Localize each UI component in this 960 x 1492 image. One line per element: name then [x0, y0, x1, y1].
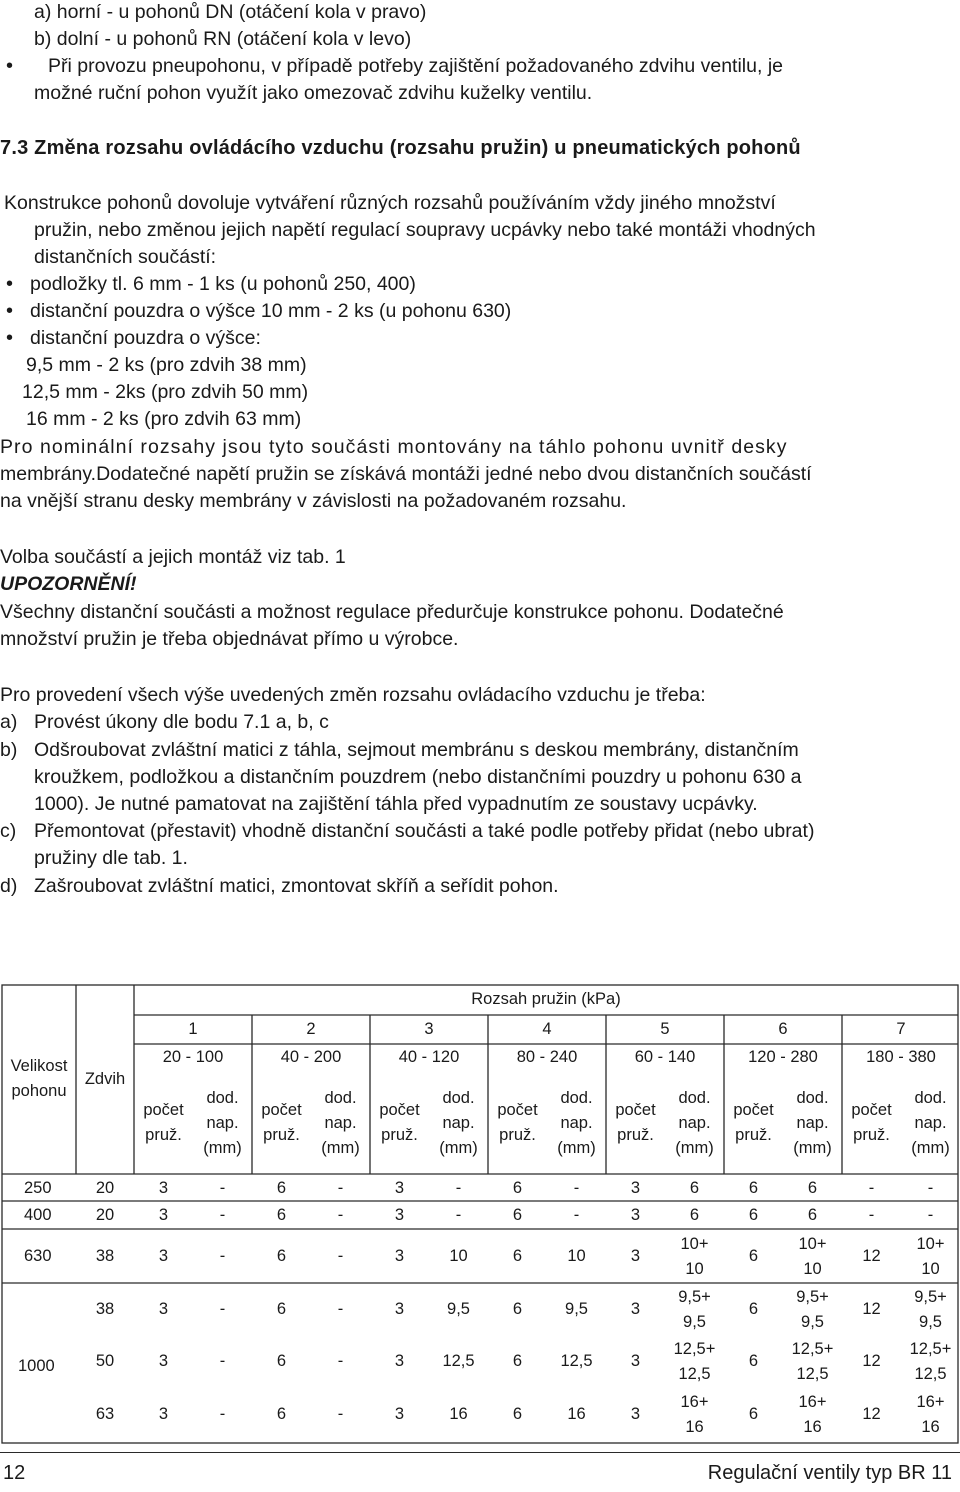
- cell-value: 3: [158, 1405, 169, 1423]
- subheader-dod: dod.: [206, 1089, 239, 1107]
- cell-stroke: 38: [95, 1300, 115, 1318]
- cell-value: 10: [449, 1247, 468, 1265]
- subheader-dod: nap.: [678, 1114, 711, 1132]
- cell-value: 6: [512, 1178, 523, 1197]
- subheader-pocet: počet: [733, 1101, 774, 1119]
- bullet-icon: •: [6, 327, 14, 349]
- subheader-pocet: počet: [379, 1101, 420, 1119]
- cell-value: 6: [276, 1352, 287, 1370]
- subheader-pocet: pruž.: [617, 1126, 654, 1144]
- subheader-dod: dod.: [324, 1089, 357, 1107]
- bullet-item: distanční pouzdra o výšce:: [30, 327, 261, 349]
- step-text: Přemontovat (přestavit) vhodně distanční součásti a také podle potřeby přidat (nebo ubrat): [34, 820, 815, 842]
- subheader-dod: nap.: [914, 1114, 947, 1132]
- cell-value: 10+: [798, 1235, 827, 1253]
- range-number: 1: [188, 1020, 198, 1038]
- paragraph-line: na vnější stranu desky membrány v závislosti na požadovaném rozsahu.: [0, 490, 627, 512]
- subheader-dod: (mm): [321, 1139, 360, 1157]
- cell-value: 3: [158, 1352, 169, 1370]
- subheader-dod: nap.: [796, 1114, 829, 1132]
- cell-value: 6: [512, 1206, 523, 1224]
- cell-value: 3: [158, 1247, 169, 1265]
- range-number: 4: [542, 1020, 552, 1038]
- cell-value: 9,5+: [678, 1288, 711, 1306]
- step-text: kroužkem, podložkou a distančním pouzdrem (nebo distančními pouzdry u pohonu 630 a: [34, 766, 802, 788]
- cell-stroke: 20: [95, 1178, 115, 1197]
- cell-value: 9,5: [683, 1313, 706, 1331]
- cell-value: 16: [685, 1418, 704, 1436]
- subheader-dod: dod.: [560, 1089, 593, 1107]
- cell-stroke: 38: [95, 1247, 115, 1265]
- range-number: 5: [660, 1020, 670, 1038]
- cell-value: 3: [158, 1178, 169, 1197]
- cell-value: 16: [803, 1418, 822, 1436]
- cell-value: 12,5+: [909, 1340, 952, 1358]
- subheader-dod: (mm): [557, 1139, 596, 1157]
- cell-value: 10+: [916, 1235, 945, 1253]
- cell-value: 16+: [680, 1393, 709, 1411]
- subheader-pocet: pruž.: [145, 1126, 182, 1144]
- cell-value: 12,5: [442, 1352, 475, 1370]
- cell-value: -: [219, 1247, 226, 1265]
- step-text: pružiny dle tab. 1.: [34, 847, 188, 869]
- cell-value: 10: [921, 1260, 940, 1278]
- cell-value: 16: [449, 1405, 468, 1423]
- cell-value: 12: [862, 1405, 881, 1423]
- cell-value: 10: [803, 1260, 822, 1278]
- list-line-a: a) horní - u pohonů DN (otáčení kola v pravo): [34, 1, 427, 23]
- table-group-header: Rozsah pružin (kPa): [471, 990, 621, 1008]
- cell-size: 1000: [18, 1357, 55, 1375]
- subheader-pocet: pruž.: [263, 1126, 300, 1144]
- subheader-pocet: počet: [143, 1101, 184, 1119]
- cell-value: 6: [748, 1352, 759, 1370]
- cell-size: 400: [24, 1206, 52, 1224]
- page-number: 12: [3, 1462, 26, 1484]
- cell-value: 6: [748, 1178, 759, 1197]
- cell-value: -: [219, 1405, 226, 1423]
- cell-value: -: [573, 1206, 580, 1224]
- subheader-dod: dod.: [796, 1089, 829, 1107]
- cell-value: 12,5+: [673, 1340, 716, 1358]
- cell-value: -: [219, 1300, 226, 1318]
- subheader-pocet: pruž.: [735, 1126, 772, 1144]
- subheader-dod: nap.: [560, 1114, 593, 1132]
- paragraph-line: Pro nominální rozsahy jsou tyto součásti montovány na táhlo pohonu uvnitř desky: [0, 436, 788, 458]
- cell-value: -: [337, 1178, 344, 1197]
- cell-value: -: [337, 1300, 344, 1318]
- range-number: 7: [896, 1020, 906, 1038]
- footer-title: Regulační ventily typ BR 11: [707, 1462, 952, 1484]
- cell-value: 6: [748, 1247, 759, 1265]
- column-header-size: pohonu: [11, 1082, 67, 1100]
- subheader-dod: dod.: [678, 1089, 711, 1107]
- range-number: 6: [778, 1020, 788, 1038]
- cell-value: -: [455, 1178, 462, 1197]
- paragraph-line: membrány.Dodatečné napětí pružin se získává montáži jedné nebo dvou distančních součástí: [0, 463, 812, 485]
- bullet-item: podložky tl. 6 mm - 1 ks (u pohonů 250, 400): [30, 273, 416, 295]
- cell-value: 6: [689, 1178, 700, 1197]
- cell-value: 9,5+: [914, 1288, 947, 1306]
- cell-value: 3: [394, 1206, 405, 1224]
- paragraph-line: distančních součástí:: [34, 246, 217, 268]
- bullet-item: distanční pouzdra o výšce 10 mm - 2 ks (u pohonu 630): [30, 300, 512, 322]
- step-label: a): [0, 711, 18, 733]
- cell-value: 9,5: [565, 1300, 588, 1318]
- bullet-icon: •: [6, 300, 14, 322]
- cell-value: 3: [630, 1352, 641, 1370]
- step-label: c): [0, 820, 17, 842]
- range-value: 120 - 280: [748, 1048, 818, 1066]
- cell-value: -: [337, 1352, 344, 1370]
- subheader-pocet: pruž.: [381, 1126, 418, 1144]
- cell-value: 16: [921, 1418, 940, 1436]
- step-text: 1000). Je nutné pamatovat na zajištění táhla před vypadnutím ze soustavy ucpávky.: [34, 793, 758, 815]
- subheader-dod: dod.: [914, 1089, 947, 1107]
- cell-value: 3: [630, 1247, 641, 1265]
- cell-value: 3: [630, 1405, 641, 1423]
- cell-value: 6: [276, 1178, 287, 1197]
- cell-size: 250: [24, 1178, 52, 1197]
- subheader-pocet: pruž.: [853, 1126, 890, 1144]
- step-label: d): [0, 875, 18, 897]
- cell-value: 6: [276, 1405, 287, 1423]
- step-label: b): [0, 739, 18, 761]
- footer-divider: [0, 1452, 960, 1453]
- cell-value: 6: [807, 1206, 818, 1224]
- cell-value: 16+: [798, 1393, 827, 1411]
- subheader-pocet: pruž.: [499, 1126, 536, 1144]
- cell-value: 12: [862, 1352, 881, 1370]
- range-value: 180 - 380: [866, 1048, 936, 1066]
- subheader-dod: (mm): [793, 1139, 832, 1157]
- cell-value: 12: [862, 1247, 881, 1265]
- paragraph-line: možné ruční pohon využít jako omezovač zdvihu kuželky ventilu.: [34, 82, 593, 104]
- subheader-dod: (mm): [675, 1139, 714, 1157]
- cell-value: 6: [512, 1352, 523, 1370]
- subheader-dod: dod.: [442, 1089, 475, 1107]
- range-value: 40 - 120: [398, 1048, 460, 1066]
- cell-stroke: 20: [95, 1206, 115, 1224]
- cell-value: 3: [158, 1300, 169, 1318]
- cell-value: -: [337, 1405, 344, 1423]
- subheader-dod: (mm): [439, 1139, 478, 1157]
- step-text: Odšroubovat zvláštní matici z táhla, sejmout membránu s deskou membrány, distančním: [34, 739, 799, 761]
- cell-value: 12,5: [796, 1365, 829, 1383]
- bullet-icon: •: [6, 55, 14, 77]
- sub-item: 12,5 mm - 2ks (pro zdvih 50 mm): [22, 381, 309, 403]
- cell-value: 10+: [680, 1235, 709, 1253]
- cell-value: 16: [567, 1405, 586, 1423]
- paragraph-line: Všechny distanční součásti a možnost regulace předurčuje konstrukce pohonu. Dodatečné: [0, 601, 784, 623]
- column-header-stroke: Zdvih: [84, 1070, 126, 1088]
- cell-value: -: [219, 1206, 226, 1224]
- range-value: 40 - 200: [280, 1048, 342, 1066]
- cell-value: 12,5: [678, 1365, 711, 1383]
- cell-value: -: [927, 1206, 934, 1224]
- subheader-pocet: počet: [615, 1101, 656, 1119]
- cell-value: 3: [394, 1247, 405, 1265]
- section-heading: 7.3 Změna rozsahu ovládácího vzduchu (rozsahu pružin) u pneumatických pohonů: [0, 137, 801, 159]
- subheader-pocet: počet: [497, 1101, 538, 1119]
- range-number: 2: [306, 1020, 316, 1038]
- cell-value: 12,5+: [791, 1340, 834, 1358]
- cell-value: 3: [158, 1206, 169, 1224]
- cell-value: -: [337, 1206, 344, 1224]
- cell-value: 6: [748, 1405, 759, 1423]
- cell-value: 9,5: [919, 1313, 942, 1331]
- cell-value: 6: [512, 1405, 523, 1423]
- cell-value: -: [219, 1178, 226, 1197]
- cell-value: 9,5+: [796, 1288, 829, 1306]
- cell-value: -: [868, 1178, 875, 1197]
- range-value: 60 - 140: [634, 1048, 696, 1066]
- cell-value: 10: [685, 1260, 704, 1278]
- paragraph-line: Pro provedení všech výše uvedených změn rozsahu ovládacího vzduchu je třeba:: [0, 684, 706, 706]
- cell-value: 12,5: [914, 1365, 947, 1383]
- cell-value: -: [868, 1206, 875, 1224]
- cell-value: 3: [630, 1178, 641, 1197]
- cell-stroke: 50: [95, 1352, 115, 1370]
- cell-value: -: [337, 1247, 344, 1265]
- cell-value: 6: [689, 1206, 700, 1224]
- cell-value: 3: [630, 1206, 641, 1224]
- cell-value: 3: [394, 1405, 405, 1423]
- cell-value: -: [573, 1178, 580, 1197]
- bullet-icon: •: [6, 273, 14, 295]
- cell-value: 6: [748, 1206, 759, 1224]
- subheader-dod: (mm): [911, 1139, 950, 1157]
- cell-value: 6: [748, 1300, 759, 1318]
- list-line-b: b) dolní - u pohonů RN (otáčení kola v levo): [34, 28, 412, 50]
- paragraph-line: pružin, nebo změnou jejich napětí regulací soupravy ucpávky nebo také montáži vhodných: [34, 219, 816, 241]
- paragraph-line: Konstrukce pohonů dovoluje vytváření různých rozsahů používáním vždy jiného množství: [4, 192, 776, 214]
- subheader-dod: (mm): [203, 1139, 242, 1157]
- paragraph-line: množství pružin je třeba objednávat přímo u výrobce.: [0, 628, 459, 650]
- warning-heading: UPOZORNĚNÍ!: [0, 573, 137, 595]
- cell-value: 12: [862, 1300, 881, 1318]
- column-header-size: Velikost: [10, 1057, 68, 1075]
- subheader-dod: nap.: [206, 1114, 239, 1132]
- cell-value: 3: [394, 1300, 405, 1318]
- subheader-pocet: počet: [851, 1101, 892, 1119]
- cell-value: 3: [394, 1352, 405, 1370]
- cell-value: 6: [512, 1247, 523, 1265]
- cell-value: -: [455, 1206, 462, 1224]
- cell-value: 16+: [916, 1393, 945, 1411]
- range-value: 20 - 100: [162, 1048, 224, 1066]
- cell-value: 3: [630, 1300, 641, 1318]
- cell-value: 10: [567, 1247, 586, 1265]
- subheader-pocet: počet: [261, 1101, 302, 1119]
- spring-range-table: [0, 984, 960, 1445]
- sub-item: 16 mm - 2 ks (pro zdvih 63 mm): [26, 408, 302, 430]
- cell-value: 6: [276, 1206, 287, 1224]
- cell-value: 6: [276, 1300, 287, 1318]
- cell-value: -: [219, 1352, 226, 1370]
- cell-stroke: 63: [95, 1405, 115, 1423]
- step-text: Provést úkony dle bodu 7.1 a, b, c: [34, 711, 329, 733]
- cell-value: 9,5: [801, 1313, 824, 1331]
- paragraph-line: Volba součástí a jejich montáž viz tab. 1: [0, 546, 346, 568]
- cell-value: 3: [394, 1178, 405, 1197]
- range-value: 80 - 240: [516, 1048, 578, 1066]
- cell-value: -: [927, 1178, 934, 1197]
- cell-value: 12,5: [560, 1352, 593, 1370]
- cell-value: 9,5: [447, 1300, 470, 1318]
- subheader-dod: nap.: [324, 1114, 357, 1132]
- step-text: Zašroubovat zvláštní matici, zmontovat skříň a seřídit pohon.: [34, 875, 559, 897]
- sub-item: 9,5 mm - 2 ks (pro zdvih 38 mm): [26, 354, 307, 376]
- cell-value: 6: [276, 1247, 287, 1265]
- range-number: 3: [424, 1020, 434, 1038]
- cell-value: 6: [807, 1178, 818, 1197]
- paragraph-line: Při provozu pneupohonu, v případě potřeby zajištění požadovaného zdvihu ventilu, je: [48, 55, 783, 77]
- cell-size: 630: [24, 1247, 52, 1265]
- cell-value: 6: [512, 1300, 523, 1318]
- subheader-dod: nap.: [442, 1114, 475, 1132]
